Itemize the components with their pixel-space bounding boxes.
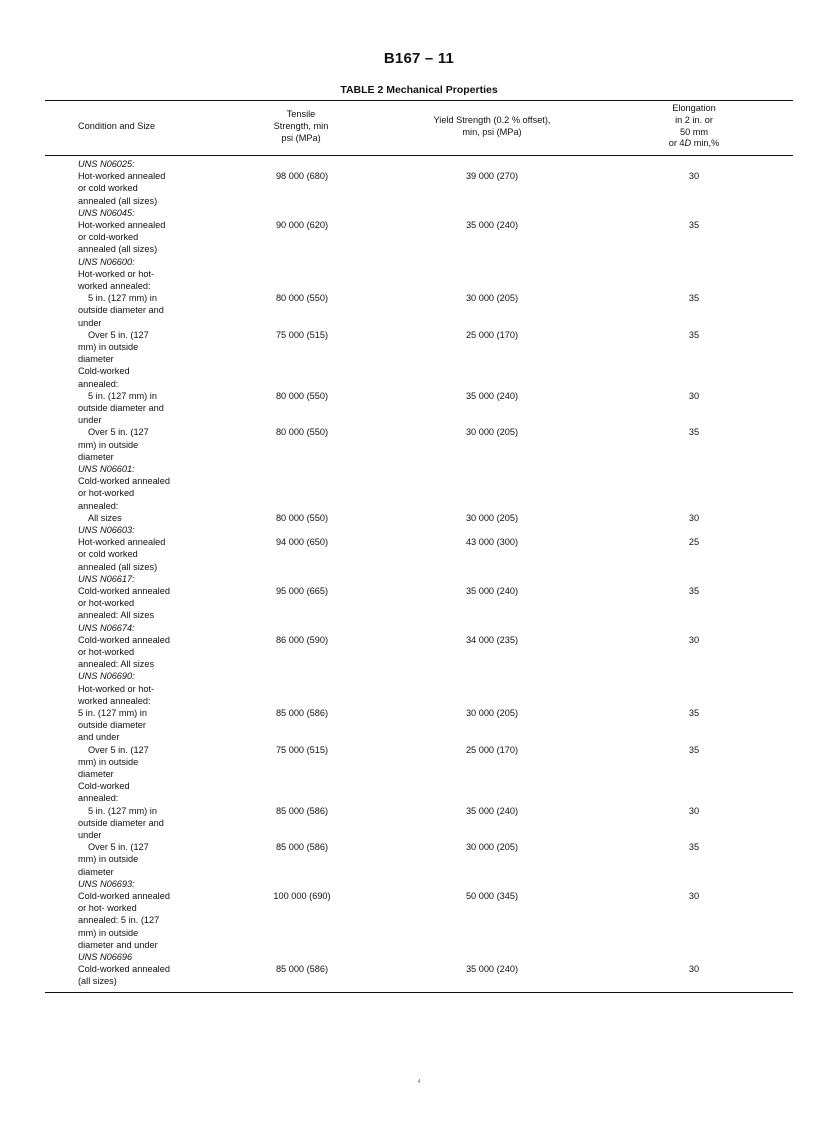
header-yield-line: Yield Strength (0.2 % offset), — [433, 115, 551, 125]
condition-text: or cold worked — [78, 549, 138, 560]
yield-cell: 30 000 (205) — [465, 293, 519, 304]
condition-text: annealed: All sizes — [78, 610, 155, 621]
yield-cell: 30 000 (205) — [465, 512, 519, 523]
header-elongation-line: in 2 in. or — [675, 114, 713, 125]
condition-text: annealed: — [78, 378, 119, 389]
condition-text: diameter — [78, 866, 114, 877]
condition-text: worked annealed: — [78, 281, 151, 291]
header-elongation-line: Elongation — [672, 103, 716, 113]
condition-text: diameter and under — [78, 939, 158, 950]
condition-text: mm) in outside — [78, 439, 139, 450]
tensile-cell: 80 000 (550) — [275, 293, 329, 304]
condition-text: Hot-worked or hot- — [78, 268, 155, 279]
condition-text: Cold-worked — [78, 781, 130, 792]
elongation-cell: 35 — [688, 293, 700, 304]
header-yield-line: min, psi (MPa) — [462, 126, 522, 137]
condition-text: under — [78, 317, 102, 328]
header-elongation — [648, 103, 740, 150]
elongation-cell: 30 — [688, 171, 700, 182]
elongation-cell: 25 — [688, 537, 700, 548]
tensile-cell: 75 000 (515) — [275, 744, 329, 755]
yield-cell: 25 000 (170) — [465, 329, 519, 340]
tensile-cell: 98 000 (680) — [275, 171, 329, 182]
header-elongation-pre: or 4 — [668, 138, 685, 149]
condition-text: Cold-worked annealed — [78, 634, 170, 645]
elongation-cell: 35 — [688, 220, 700, 230]
condition-text: 5 in. (127 mm) in — [88, 805, 157, 816]
condition-text: Cold-worked annealed — [78, 586, 170, 596]
condition-text: outside diameter and — [78, 403, 164, 413]
header-condition: Condition and Size — [78, 121, 156, 131]
tensile-cell: 80 000 (550) — [275, 390, 329, 401]
condition-text: diameter — [78, 769, 114, 779]
header-tensile-line: psi (MPa) — [281, 132, 321, 143]
tensile-cell: 100 000 (690) — [273, 891, 331, 901]
header-elongation-line: 50 mm — [679, 126, 709, 137]
condition-text: Over 5 in. (127 — [88, 744, 149, 755]
condition-text: UNS N06693: — [78, 878, 135, 889]
table-top-rule — [45, 100, 793, 101]
condition-text: UNS N06045: — [78, 207, 135, 218]
condition-text: Over 5 in. (127 — [88, 842, 149, 853]
tensile-cell: 75 000 (515) — [275, 329, 329, 340]
yield-cell: 50 000 (345) — [465, 891, 519, 901]
table-header-rule — [45, 155, 793, 156]
condition-text: outside diameter and — [78, 305, 164, 316]
elongation-cell: 35 — [688, 586, 700, 596]
elongation-cell: 30 — [688, 390, 700, 401]
condition-text: 5 in. (127 mm) in — [88, 293, 157, 304]
elongation-cell: 35 — [688, 427, 700, 438]
condition-text: outside diameter and — [78, 817, 164, 828]
condition-text: Over 5 in. (127 — [88, 329, 149, 340]
condition-text: or cold worked — [78, 183, 138, 194]
condition-text: or hot-worked — [78, 488, 135, 499]
elongation-cell: 30 — [688, 634, 700, 645]
condition-text: and under — [78, 732, 120, 743]
condition-text: Cold-worked annealed — [78, 964, 170, 975]
condition-text: or hot-worked — [78, 647, 135, 657]
yield-cell: 35 000 (240) — [465, 586, 519, 596]
yield-cell: 30 000 (205) — [465, 842, 519, 853]
tensile-cell: 80 000 (550) — [275, 512, 329, 523]
page-footer-mark: 4 — [417, 1079, 421, 1085]
tensile-cell: 86 000 (590) — [275, 634, 329, 645]
tensile-cell: 94 000 (650) — [275, 537, 329, 548]
condition-text: UNS N06603: — [78, 525, 135, 535]
header-yield — [412, 115, 572, 139]
condition-text: UNS N06617: — [78, 573, 135, 584]
condition-text: Hot-worked annealed — [78, 171, 166, 182]
table-title: TABLE 2 Mechanical Properties — [340, 84, 498, 96]
condition-text: annealed: — [78, 793, 119, 804]
header-tensile-line: Strength, min — [273, 120, 329, 131]
yield-cell: 35 000 (240) — [465, 390, 519, 401]
condition-text: mm) in outside — [78, 342, 139, 352]
table-bottom-rule — [45, 992, 793, 993]
elongation-cell: 35 — [688, 708, 700, 718]
condition-text: UNS N06674: — [78, 622, 135, 633]
yield-cell: 43 000 (300) — [465, 537, 519, 548]
condition-text: Hot-worked or hot- — [78, 683, 155, 694]
elongation-cell: 35 — [688, 842, 700, 853]
yield-cell: 30 000 (205) — [465, 708, 519, 718]
tensile-cell: 85 000 (586) — [275, 842, 329, 853]
header-elongation-d: D — [684, 138, 692, 149]
yield-cell: 35 000 (240) — [465, 220, 519, 230]
condition-text: outside diameter — [78, 720, 146, 731]
yield-cell: 30 000 (205) — [465, 427, 519, 438]
condition-text: 5 in. (127 mm) in — [78, 708, 147, 718]
header-tensile — [258, 109, 344, 144]
condition-text: Over 5 in. (127 — [88, 427, 149, 438]
condition-text: (all sizes) — [78, 976, 117, 987]
condition-text: annealed (all sizes) — [78, 244, 158, 255]
condition-text: annealed (all sizes) — [78, 195, 158, 206]
elongation-cell: 35 — [688, 744, 700, 755]
elongation-cell: 35 — [688, 329, 700, 340]
condition-text: mm) in outside — [78, 854, 139, 865]
tensile-cell: 85 000 (586) — [275, 805, 329, 816]
tensile-cell: 85 000 (586) — [275, 708, 329, 718]
condition-text: mm) in outside — [78, 756, 139, 767]
condition-text: UNS N06600: — [78, 256, 135, 267]
header-tensile-line: Tensile — [286, 109, 316, 119]
condition-text: worked annealed: — [78, 695, 151, 706]
yield-cell: 34 000 (235) — [465, 634, 519, 645]
condition-text: annealed (all sizes) — [78, 561, 158, 572]
condition-text: UNS N06025: — [78, 159, 135, 169]
condition-text: diameter — [78, 451, 114, 462]
yield-cell: 35 000 (240) — [465, 964, 519, 975]
condition-text: under — [78, 415, 102, 426]
document-id: B167 – 11 — [383, 50, 455, 67]
tensile-cell: 85 000 (586) — [275, 964, 329, 975]
yield-cell: 25 000 (170) — [465, 744, 519, 755]
tensile-cell: 80 000 (550) — [275, 427, 329, 438]
condition-text: annealed: 5 in. (127 — [78, 915, 160, 926]
condition-text: UNS N06696 — [78, 952, 133, 962]
yield-cell: 39 000 (270) — [465, 171, 519, 182]
condition-text: UNS N06690: — [78, 671, 135, 682]
condition-text: UNS N06601: — [78, 464, 135, 474]
elongation-cell: 30 — [688, 891, 700, 901]
condition-text: Hot-worked annealed — [78, 537, 166, 548]
condition-text: or cold-worked — [78, 232, 139, 243]
header-elongation-post: min,% — [691, 138, 720, 149]
condition-text: mm) in outside — [78, 927, 139, 938]
yield-cell: 35 000 (240) — [465, 805, 519, 816]
tensile-cell: 95 000 (665) — [275, 586, 329, 596]
condition-text: Hot-worked annealed — [78, 220, 166, 230]
tensile-cell: 90 000 (620) — [275, 220, 329, 230]
elongation-cell: 30 — [688, 964, 700, 975]
elongation-cell: 30 — [688, 512, 700, 523]
condition-text: Cold-worked — [78, 366, 130, 377]
condition-text: under — [78, 830, 102, 840]
condition-text: Cold-worked annealed — [78, 476, 170, 487]
header-elongation-line — [648, 138, 740, 150]
condition-text: Cold-worked annealed — [78, 891, 170, 901]
condition-text: annealed: — [78, 500, 119, 511]
condition-text: annealed: All sizes — [78, 659, 155, 670]
condition-text: or hot- worked — [78, 903, 137, 914]
condition-text: 5 in. (127 mm) in — [88, 390, 157, 401]
condition-text: diameter — [78, 354, 114, 365]
condition-text: All sizes — [88, 512, 122, 523]
elongation-cell: 30 — [688, 805, 700, 816]
condition-text: or hot-worked — [78, 598, 135, 609]
